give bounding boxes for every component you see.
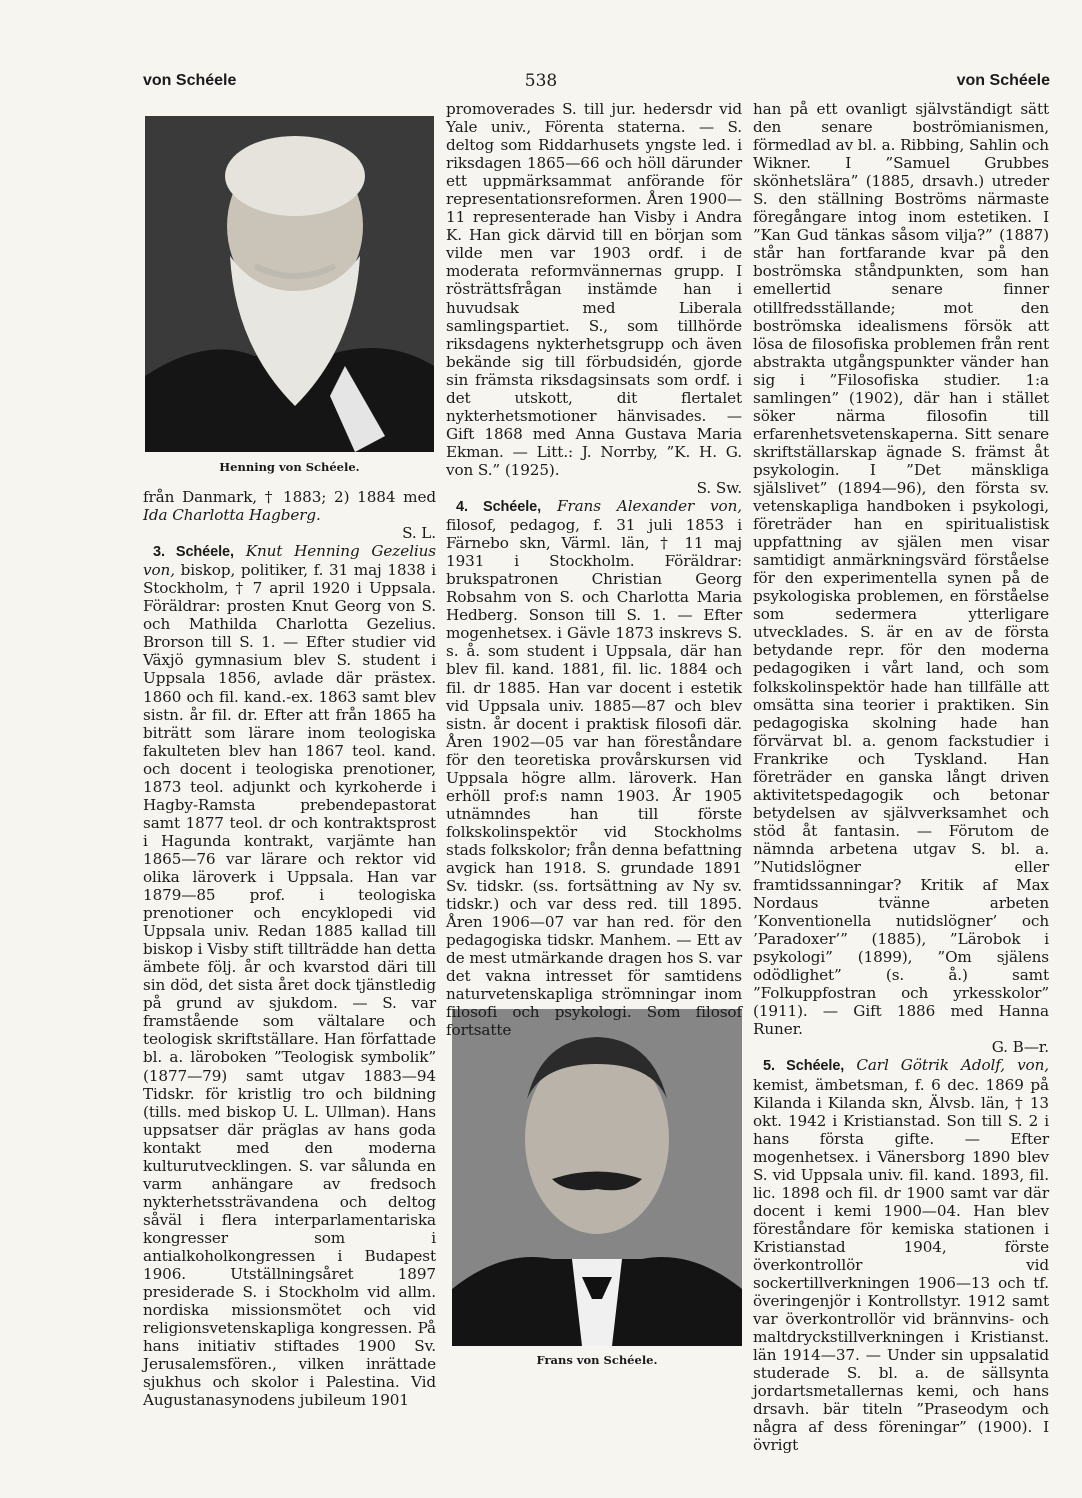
- text-column-3: [753, 100, 1049, 1455]
- page-number: 538: [524, 71, 558, 91]
- portrait1-caption: Henning von Schéele.: [219, 460, 360, 474]
- entry-text: kemist, ämbetsman, f. 6 dec. 1869 på Kilanda i Kilanda skn, Älvsb. län, † 13 okt. 1942 i Kristianstad. Son till S. 2 i hans första gifte. — Efter mogenhetsex. i Vänersborg 1890 blev S. vid Uppsala univ. fil. kand. 1893, fil. lic. 1898 och fil. dr 1900 samt var där docent i kemi 1900—04. Han blev föreståndare för kemiska stationen i Kristianstad 1904, förste överkontrollör vid sockertillverkningen 1906—13 och tf. överingenjör i Kontrollstyr. 1912 samt var överkontrollör vid brännvins- och maltdryckstillverkningen i Kristianst. län 1914—37. — Under sin uppsalatid studerade S. bl. a. de sällsynta jordartsmetallernas kemi, och hans drsavh. bär titeln ”Praseodym och några af dess föreningar” (1900). I övrigt: [753, 1075, 1049, 1455]
- entry-heading: 3. Schéele,: [153, 544, 234, 561]
- portrait-henning-von-scheele: [145, 116, 434, 452]
- text-column-1: [143, 488, 436, 1409]
- header-left-title: von Schéele: [143, 72, 237, 89]
- italic-name: Ida Charlotta Hagberg.: [143, 506, 321, 525]
- author-signature: S. Sw.: [696, 478, 742, 497]
- entry-5: [753, 1056, 1049, 1454]
- running-header: [0, 68, 1082, 96]
- entry-3: [143, 542, 436, 1409]
- entry-4: [446, 497, 742, 1039]
- entry-text: filosof, pedagog, f. 31 juli 1853 i Färnebo skn, Värml. län, † 11 maj 1931 i Stockholm. Föräldrar: brukspatronen Christian Georg Robsahm von S. och Charlotta Maria Hedberg. Sonson till S. 1. — Efter mogenhetsex. i Gävle 1873 inskrevs S. s. å. som student i Uppsala, där han blev fil. kand. 1881, fil. lic. 1884 och fil. dr 1885. Han var docent i estetik vid Uppsala univ. 1885—87 och blev sistn. år docent i praktisk filosofi där. Åren 1902—05 var han föreståndare för den teoretiska provårskursen vid Uppsala högre allm. läroverk. Han erhöll prof:s namn 1903. År 1905 utnämndes han till förste folkskolinspektör vid Stockholms stads folkskolor; från denna befattning avgick han 1918. S. grundade 1891 Sv. tidskr. (ss. fortsättning av Ny sv. tidskr.) och var dess red. till 1895. Åren 1906—07 var han red. för den pedagogiska tidskr. Manhem. — Ett av de mest utmärkande dragen hos S. var det vakna intresset för samtidens naturvetenskapliga strömningar inom filosofi och psykologi. Som filosof fortsatte: [446, 516, 743, 1040]
- text-column-2: [446, 100, 742, 1039]
- author-signature: S. L.: [402, 524, 436, 543]
- header-right-title: von Schéele: [956, 72, 1050, 89]
- paragraph: [143, 488, 436, 524]
- entry-name: Carl Götrik Adolf, von,: [856, 1056, 1050, 1075]
- entry-heading: 5. Schéele,: [763, 1058, 845, 1075]
- portrait2-caption: Frans von Schéele.: [536, 1353, 658, 1367]
- entry-heading: 4. Schéele,: [456, 499, 542, 516]
- author-signature: G. B—r.: [991, 1038, 1049, 1057]
- entry-name: Knut Henning Gezelius von,: [143, 542, 436, 580]
- paragraph: han på ett ovanligt självständigt sätt den senare boströmianismen, förmedlad av bl. a. Ribbing, Sahlin och Wikner. I ”Samuel Grubbes skönhetslära” (1885, drsavh.) utreder S. den ställning Boströms närmaste föregångare intog inom estetiken. I ”Kan Gud tänkas såsom vilja?” (1887) står han fortfarande kvar på den boströmska ståndpunkten, som han emellertid senare finner otillfredsställande; mot den boströmska idealismens försök att lösa de filosofiska problemen från rent abstrakta utgångspunkter vänder han sig i ”Filosofiska studier. 1:a samlingen” (1902), där han i stället söker närma filosofin till erfarenhetsvetenskaperna. Sitt senare skriftställarskap ägnade S. främst åt psykologin. I ”Det mänskliga själslivet” (1894—96), den första sv. vetenskapliga handboken i psykologi, företräder han en spiritualistisk uppfattning av själen men visar samtidigt anmärkningsvärd förståelse för den experimentella synen på de psykologiska problemen, en förståelse som sedermera ytterligare utvecklades. S. är en av de första betydande repr. för den moderna pedagogiken i vårt land, och som folkskolinspektör hade han tillfälle att omsätta sina teorier i praktiken. Sin pedagogiska skolning hade han förvärvat bl. a. genom fackstudier i Frankrike och Tyskland. Han företräder en ganska långt driven aktivitetspedagogik och betonar betydelsen av självverksamhet och stöd åt fantasin. — Förutom de nämnda arbetena utgav S. bl. a. ”Nutidslögner eller framtidssanningar? Kritik af Max Nordaus tvänne arbeten ’Konventionella nutidslögner’ och ’Paradoxer’” (1885), ”Lärobok i psykologi” (1899), ”Om själens odödlighet” (s. å.) samt ”Folkuppfostran och yrkesskolor” (1911). — Gift 1886 med Hanna Runer.: [753, 100, 1049, 1039]
- entry-text: biskop, politiker, f. 31 maj 1838 i Stockholm, † 7 april 1920 i Uppsala. Föräldrar: prosten Knut Georg von S. och Mathilda Charlotta Gezelius. Brorson till S. 1. — Efter studier vid Växjö gymnasium blev S. student i Uppsala 1856, avlade där prästex. 1860 och fil. kand.-ex. 1863 samt blev sistn. år fil. dr. Efter att från 1865 ha biträtt som lärare inom teologiska fakulteten blev han 1867 teol. kand. och docent i teologiska prenotioner, 1873 teol. adjunkt och kyrkoherde i Hagby-Ramsta prebendepastorat samt 1877 teol. dr och kontraktsprost i Hagunda kontrakt, varjämte han 1865—76 var lärare och rektor vid olika läroverk i Uppsala. Han var 1879—85 prof. i teologiska prenotioner och encyklopedi vid Uppsala univ. Redan 1885 kallad till biskop i Visby stift tillträdde han detta ämbete följ. år och kvarstod däri till sin död, det sista året dock tjänstledig på grund av sjukdom. — S. var framstående som vältalare och teologisk skriftställare. Han författade bl. a. läroboken ”Teologisk symbolik” (1877—79) samt utgav 1883—94 Tidskr. för kristlig tro och bildning (tills. med biskop U. L. Ullman). Hans uppsatser där präglas av hans goda kontakt med den moderna kulturutvecklingen. S. var sålunda en varm anhängare av fredsoch nykterhetssträvandena och deltog såväl i flera interparlamentariska kongresser som i antialkoholkongressen i Budapest 1906. Utställningsåret 1897 presiderade S. i Stockholm vid allm. nordiska missionsmötet och vid religionsvetenskapliga kongressen. På hans initiativ stiftades 1900 Sv. Jerusalemsfören., vilken inrättade sjukhus och skolor i Palestina. Vid Augustanasynodens jubileum 1901: [143, 561, 436, 1410]
- portrait-frans-von-scheele: [452, 1009, 742, 1346]
- text-run: från Danmark, † 1883; 2) 1884 med: [143, 488, 436, 506]
- paragraph: promoverades S. till jur. hedersdr vid Yale univ., Förenta staterna. — S. deltog som Riddarhusets yngste led. i riksdagen 1865—66 och höll därunder ett uppmärksammat anförande för representationsreformen. Åren 1900—11 representerade han Visby i Andra K. Han gick därvid till en början som vilde men var 1903 ordf. i de moderata reformvännernas grupp. I rösträttsfrågan instämde han i huvudsak med Liberala samlingspartiet. S., som tillhörde riksdagens nykterhetsgrupp och även bekände sig till förbudsidén, gjorde sin främsta riksdagsinsats som ordf. i det utskott, dit flertalet nykterhetsmotioner hänvisades. — Gift 1868 med Anna Gustava Maria Ekman. — Litt.: J. Norrby, ”K. H. G. von S.” (1925).: [446, 100, 742, 479]
- entry-name: Frans Alexander von,: [557, 497, 742, 516]
